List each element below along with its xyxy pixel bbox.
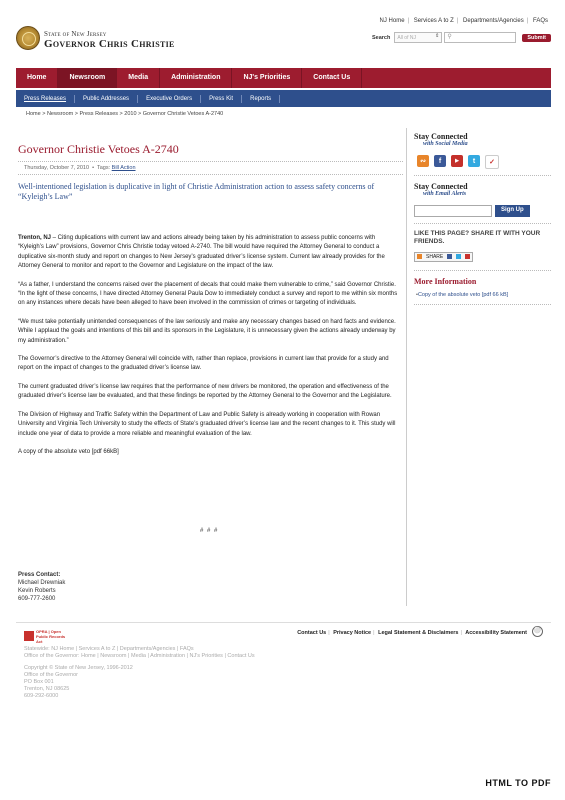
breadcrumb[interactable]: Home > Newsroom > Press Releases > 2010 > Governor Christie Vetoes A-2740 [26,111,224,117]
header-governor-name[interactable]: Governor Chris Christie [44,38,175,50]
top-link-departments[interactable]: Departments/Agencies [463,18,524,24]
press-contact [18,571,65,603]
footer-phone: 609-292-6000 [24,693,59,699]
site-header [16,10,551,69]
more-info-link[interactable]: • Copy of the absolute veto [pdf 66 kB] [416,292,551,298]
nav-administration[interactable]: Administration [160,68,232,88]
email-alerts-box [414,182,551,224]
paragraph-5: The current graduated driver’s license law requires that the performance of new drivers be monitored, the operation and effectiveness of the graduated driver’s license law be evaluated, and that these findings be reported by the Attorney General to the Governor and the Legislature. [18,383,392,400]
tags-label: Tags: [96,165,111,171]
article-deck: Well-intentioned legislation is duplicative in light of Christie Administration action to assess safety concerns of “Kyleigh’s Law” [18,182,375,201]
social-icons [417,155,551,169]
subnav-executive-orders[interactable]: Executive Orders [138,95,201,103]
dateline: Trenton, NJ [18,235,52,241]
nav-contact[interactable]: Contact Us [302,68,362,88]
social-media-box [414,132,551,176]
search-label: Search [372,34,391,41]
article-body [18,234,398,466]
contact-label: Press Contact: [18,572,61,578]
footer-office-links[interactable]: Office of the Governor: Home | Newsroom | Media | Administration | NJ's Priorities | Contact Us [24,653,255,659]
facebook-icon[interactable]: f [434,155,446,167]
nav-home[interactable]: Home [16,68,58,88]
accessibility-icon[interactable]: ⚪ [532,626,543,637]
subnav-public-addresses[interactable]: Public Addresses [75,95,138,103]
more-info-box [414,277,551,305]
share-icon [417,254,422,259]
tag-link[interactable]: Bill Action [111,165,136,171]
subnav-press-kit[interactable]: Press Kit [201,95,242,103]
state-seal-icon[interactable] [16,26,40,50]
html-to-pdf-watermark: HTML TO PDF [485,778,551,788]
share-button[interactable] [414,252,473,262]
article-date: Thursday, October 7, 2010 [24,165,90,171]
search-scope-select[interactable] [394,32,442,43]
footer-link-accessibility[interactable]: Accessibility Statement [465,630,527,636]
main-nav [16,68,551,88]
article-column [16,128,407,606]
footer-link-legal[interactable]: Legal Statement & Disclaimers [378,630,459,636]
search-submit-button[interactable]: Submit [522,34,551,42]
veto-copy-link[interactable]: A copy of the absolute veto [pdf 66kB] [18,448,119,455]
sign-up-button[interactable]: Sign Up [495,205,530,217]
stay-connected-title: Stay Connected [414,132,468,141]
opra-logo-icon [24,631,34,641]
nav-newsroom[interactable]: Newsroom [58,68,117,88]
end-mark: # # # [200,528,219,534]
opra-logo-text: OPRA | Open Public Records Act [36,629,66,644]
footer-statewide-links[interactable]: Statewide: NJ Home | Services A to Z | Departments/Agencies | FAQs [24,646,194,652]
article-meta: Thursday, October 7, 2010 • Tags: Bill Action [18,161,403,175]
subnav-reports[interactable]: Reports [242,95,280,103]
footer-link-privacy[interactable]: Privacy Notice [333,630,372,636]
search-scope-value: All of NJ [397,34,416,41]
footer-po-box: PO Box 001 [24,679,54,685]
select-arrows-icon: ⇕ [435,33,440,39]
facebook-mini-icon [447,254,452,259]
paragraph-2: “As a father, I understand the concerns raised over the placement of decals that could make them vulnerable to crime,” said Governor Christie. “In the light of these concerns, I have directed Attorney General Paula Dow to immediately conduct a survey and report to me within six months on any instances where decals have been alleged to have been involved in the commission of crimes or targeting of individuals. [18,281,398,307]
search-input[interactable] [444,32,516,43]
flickr-icon[interactable]: ✓ [485,155,499,169]
paragraph-3: “We must take potentially unintended consequences of the law seriously and make any necessary changes based on hard facts and evidence. While I applaud the goals and intentions of this bill and its sponsors in the Legislature, it is unnecessary given the actions already underway by my administration.” [18,318,396,344]
opra-logo[interactable] [24,629,70,644]
footer-copyright: Copyright © State of New Jersey, 1996-2012 [24,665,133,671]
footer-link-contact[interactable]: Contact Us [297,630,327,636]
email-input[interactable] [414,205,492,217]
contact-phone: 609-777-2600 [18,596,56,602]
sub-nav [16,90,551,107]
nav-media[interactable]: Media [117,68,160,88]
more-info-title: More Information [414,277,477,286]
search-bar [372,32,551,43]
site-footer [16,622,551,699]
top-link-nj-home[interactable]: NJ Home [379,18,405,24]
top-links: NJ Home | Services A to Z | Departments/Agencies | FAQs [377,18,551,24]
header-state-name[interactable]: State of New Jersey [44,30,107,38]
youtube-icon[interactable]: ▶ [451,155,463,167]
subnav-press-releases[interactable]: Press Releases [16,95,75,103]
footer-city: Trenton, NJ 08625 [24,686,70,692]
share-prompt: LIKE THIS PAGE? SHARE IT WITH YOUR FRIENDS. [414,230,541,245]
twitter-mini-icon [456,254,461,259]
sidebar [414,128,551,311]
page [16,10,551,699]
share-label: SHARE [426,253,444,260]
twitter-icon[interactable]: t [468,155,480,167]
paragraph-1: Trenton, NJ – Citing duplications with current law and actions already being taken by his administration to assess public concerns with “Kyleigh’s Law” provisions, Governor Chris Christie today vetoed A-2740. The bill would have required the Attorney General to conduct a duplicative six-month study and report on changes to New Jersey’s graduated driver’s license system. Current law already provides for the Attorney General to monitor and report to the Governor and Legislature on the impact of the law. [18,235,385,270]
contact-name-2: Kevin Roberts [18,588,56,594]
social-media-subtitle: with Social Media [423,141,468,147]
nav-priorities[interactable]: NJ's Priorities [232,68,302,88]
top-link-faqs[interactable]: FAQs [532,18,548,24]
page-title: Governor Christie Vetoes A-2740 [18,142,179,156]
email-alerts-subtitle: with Email Alerts [423,191,467,197]
contact-name-1: Michael Drewniak [18,580,66,586]
more-mini-icon [465,254,470,259]
share-box [414,230,551,271]
footer-office: Office of the Governor [24,672,79,678]
footer-links: Contact Us | Privacy Notice | Legal Statement & Disclaimers | Accessibility Statement [297,630,527,636]
search-icon: ⚲ [447,34,452,40]
footer-address [24,665,133,700]
paragraph-6: The Division of Highway and Traffic Safety within the Department of Law and Public Safety is already working in cooperation with Rowan University and Virginia Tech University to study the effects of State’s graduated driver’s license law and the recent changes to it. This study will include one year of data to provide a more reliable and meaningful evaluation of the law. [18,411,396,437]
rss-icon[interactable]: ∾ [417,155,429,167]
paragraph-4: The Governor’s directive to the Attorney General will coincide with, rather than replace, provisions in current law that provide for a study and report on the impact of changes to the graduated driver’s license law. [18,356,389,372]
stay-connected-email-title: Stay Connected [414,182,468,191]
top-link-services[interactable]: Services A to Z [413,18,454,24]
